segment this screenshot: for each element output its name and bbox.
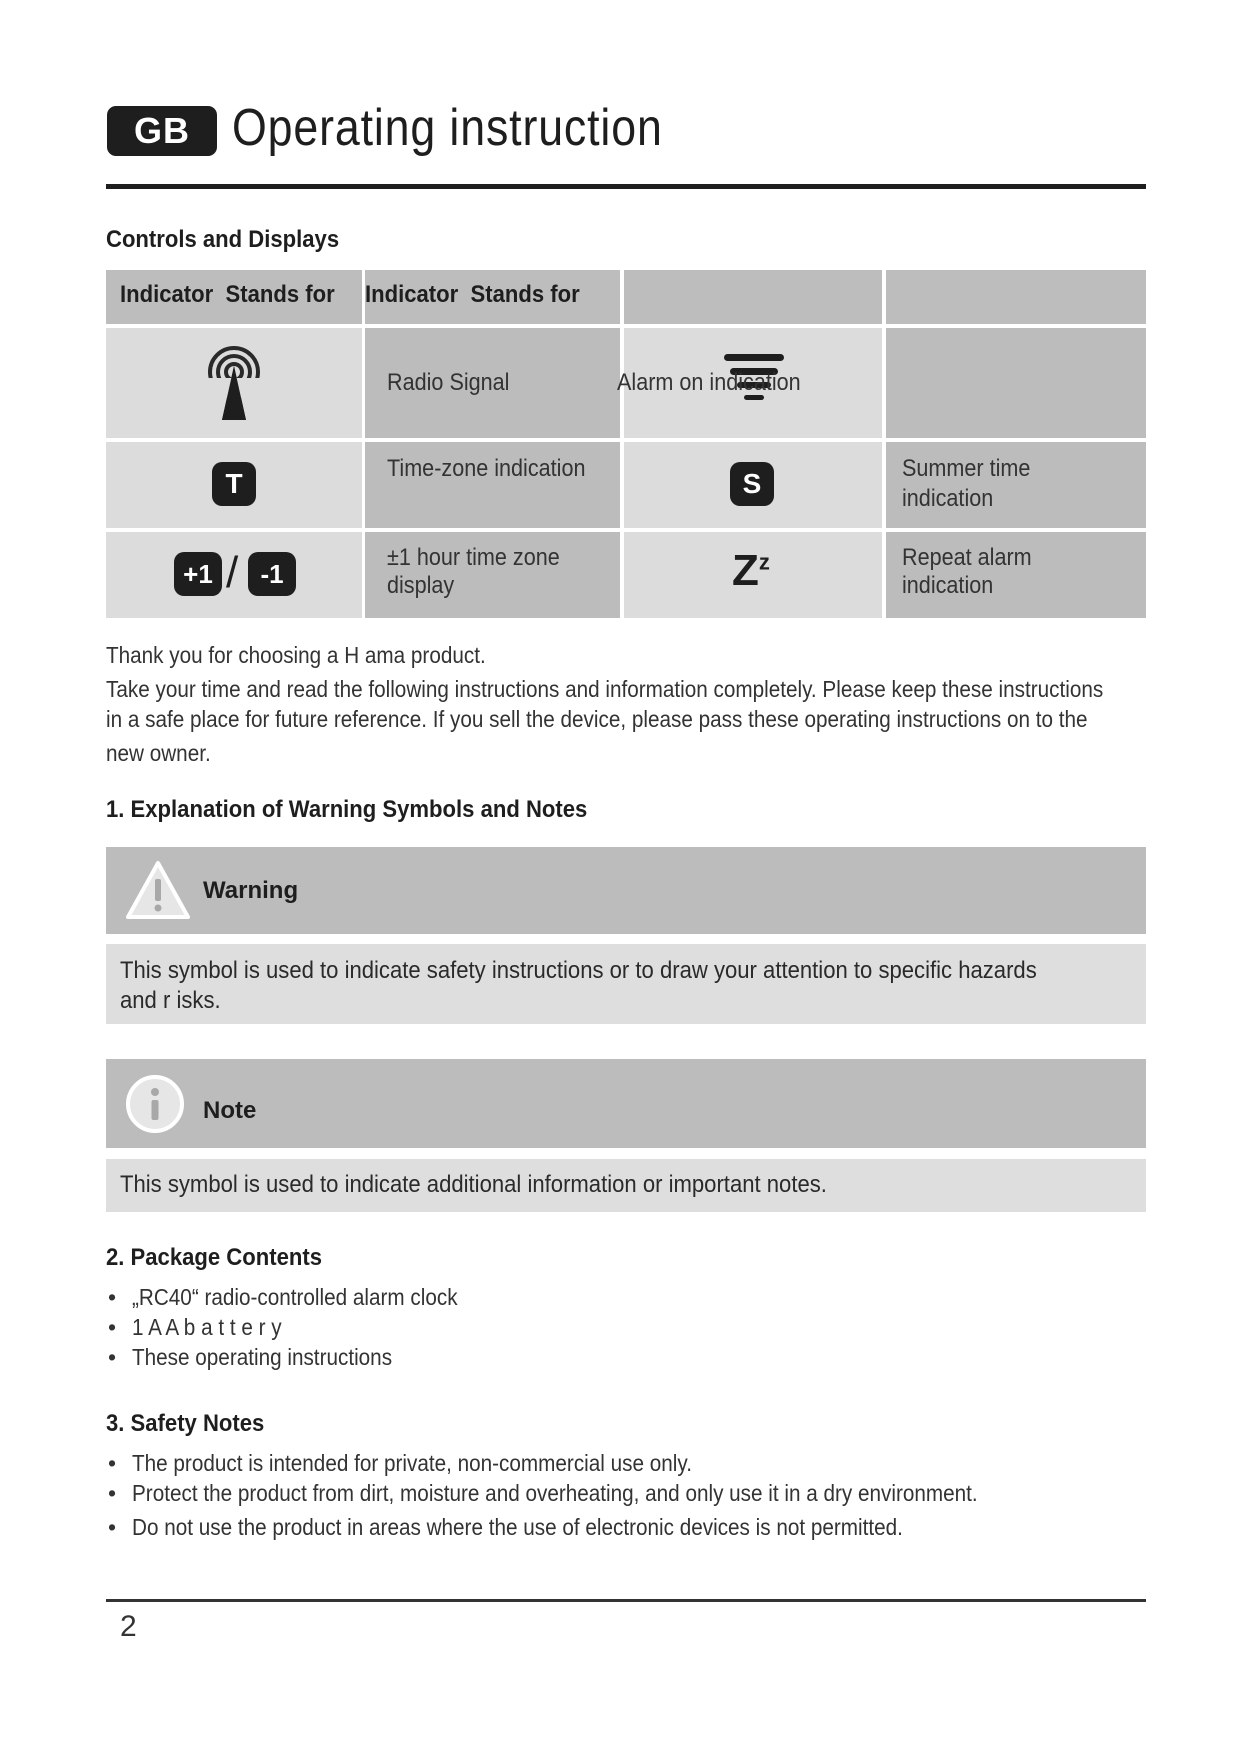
indicator-cell [106, 532, 362, 618]
indicator-cell [106, 442, 362, 528]
controls-heading: Controls and Displays [106, 226, 340, 253]
description-cell [365, 532, 620, 618]
snooze-icon [732, 546, 770, 596]
warning-label: Warning [203, 877, 299, 904]
intro-line: Thank you for choosing a H ama product. [106, 642, 486, 668]
intro-line: new owner. [106, 740, 211, 766]
table-header-cell [886, 270, 1146, 324]
warning-text-line1: This symbol is used to indicate safety instructions or to draw your attention to specific hazards [120, 957, 1037, 984]
repeat-alarm-desc-line1: Repeat alarm [902, 544, 1032, 571]
hour-zone-desc-line2: display [387, 572, 455, 599]
warning-body [106, 944, 1146, 1024]
warning-header [106, 847, 1146, 934]
table-header-cell [106, 270, 362, 324]
note-text: This symbol is used to indicate additional information or important notes. [120, 1171, 827, 1198]
footer-divider [106, 1599, 1146, 1602]
icon-separator: / [226, 548, 239, 597]
description-cell [886, 328, 1146, 438]
safety-notes-list [106, 1448, 1146, 1542]
intro-paragraph [106, 640, 1146, 768]
intro-line: in a safe place for future reference. If you sell the device, please pass these operating instructions on to the [106, 706, 1088, 732]
summer-time-desc-line2: indication [902, 485, 994, 512]
table-header-cell [365, 270, 620, 324]
header-stands-for: Stands for [225, 281, 335, 308]
intro-line: Take your time and read the following instructions and information completely. Please keep these instructions [106, 676, 1104, 702]
note-body [106, 1159, 1146, 1212]
note-header [106, 1059, 1146, 1148]
note-label: Note [203, 1097, 257, 1124]
minus-one-icon: -1 [248, 552, 296, 596]
page-number: 2 [120, 1610, 137, 1643]
alarm-on-desc: Alarm on indication [617, 369, 801, 396]
header-indicator: Indicator [365, 281, 459, 308]
section-1-heading: 1. Explanation of Warning Symbols and Notes [106, 796, 588, 823]
warning-triangle-icon [124, 859, 192, 921]
page-title: Operating instruction [232, 99, 663, 157]
radio-signal-desc: Radio Signal [387, 369, 510, 396]
list-item: • These operating instructions [108, 1344, 393, 1370]
info-icon [124, 1073, 186, 1135]
timezone-t-icon: T [212, 462, 256, 506]
indicator-cell [106, 328, 362, 438]
timezone-desc: Time-zone indication [387, 455, 586, 482]
language-badge: GB [107, 106, 217, 156]
repeat-alarm-desc-line2: indication [902, 572, 994, 599]
description-cell [886, 532, 1146, 618]
list-item: • 1 A A b a t t e r y [108, 1314, 282, 1340]
section-3-heading: 3. Safety Notes [106, 1410, 265, 1437]
section-2-heading: 2. Package Contents [106, 1244, 322, 1271]
description-cell [365, 328, 620, 438]
plus-one-icon: +1 [174, 552, 222, 596]
hour-zone-desc-line1: ±1 hour time zone [387, 544, 560, 571]
indicator-cell [624, 442, 882, 528]
description-cell [886, 442, 1146, 528]
header-stands-for: Stands for [470, 281, 580, 308]
radio-signal-icon [202, 344, 266, 424]
list-item: • Protect the product from dirt, moisture and overheating, and only use it in a dry environment. [108, 1480, 978, 1506]
list-item: • „RC40“ radio-controlled alarm clock [108, 1284, 458, 1310]
snooze-z-small: z [758, 549, 770, 575]
header-divider [106, 184, 1146, 189]
snooze-z: Z [732, 546, 759, 595]
table-header-cell [624, 270, 882, 324]
summer-time-s-icon: S [730, 462, 774, 506]
list-item: • Do not use the product in areas where the use of electronic devices is not permitted. [108, 1514, 903, 1540]
header-indicator: Indicator [120, 281, 214, 308]
warning-text-line2: and r isks. [120, 987, 221, 1014]
package-contents-list [106, 1282, 1146, 1372]
description-cell [365, 442, 620, 528]
summer-time-desc-line1: Summer time [902, 455, 1031, 482]
indicator-cell [624, 532, 882, 618]
list-item: • The product is intended for private, non-commercial use only. [108, 1450, 692, 1476]
